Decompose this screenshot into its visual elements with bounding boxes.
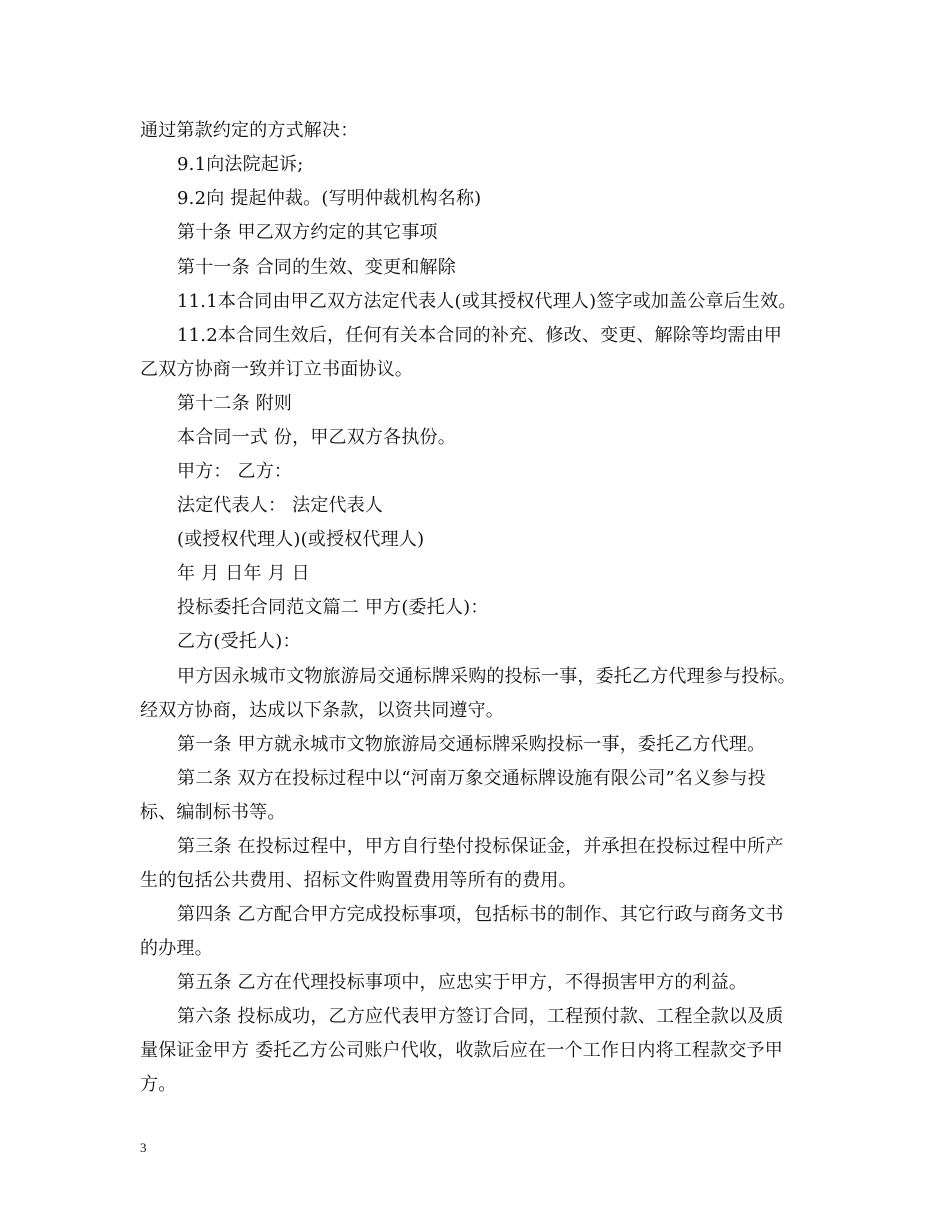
text-line: 第二条 双方在投标过程中以“河南万象交通标牌设施有限公司”名义参与投 (177, 768, 766, 789)
text-line: 第十二条 附则 (177, 393, 293, 414)
text-line: (或授权代理人)(或授权代理人) (177, 529, 425, 550)
text-line: 第四条 乙方配合甲方完成投标事项，包括标书的制作、其它行政与商务文书 (177, 904, 784, 925)
text-line: 甲方因永城市文物旅游局交通标牌采购的投标一事，委托乙方代理参与投标。 (177, 666, 796, 687)
text-line: 的办理。 (140, 938, 213, 959)
text-line: 第十条 甲乙双方约定的其它事项 (177, 222, 438, 243)
text-line: 乙双方协商一致并订立书面协议。 (140, 359, 413, 380)
text-line: 9.1向法院起诉; (177, 154, 304, 175)
text-line: 第三条 在投标过程中，甲方自行垫付投标保证金，并承担在投标过程中所产 (177, 836, 784, 857)
text-line: 第十一条 合同的生效、变更和解除 (177, 257, 456, 278)
text-line: 经双方协商，达成以下条款，以资共同遵守。 (140, 700, 504, 721)
text-line: 9.2向 提起仲裁。(写明仲裁机构名称) (177, 188, 482, 209)
text-line: 第一条 甲方就永城市文物旅游局交通标牌采购投标一事，委托乙方代理。 (177, 734, 766, 755)
text-line: 第六条 投标成功，乙方应代表甲方签订合同，工程预付款、工程全款以及质 (177, 1006, 784, 1027)
text-line: 生的包括公共费用、招标文件购置费用等所有的费用。 (140, 870, 577, 891)
text-line: 通过第款约定的方式解决： (140, 120, 359, 141)
text-line: 11.2本合同生效后，任何有关本合同的补充、修改、变更、解除等均需由甲 (177, 325, 783, 346)
text-line: 投标委托合同范文篇二 甲方(委托人)： (177, 597, 489, 618)
text-line: 乙方(受托人)： (177, 631, 301, 652)
text-line: 量保证金甲方 委托乙方公司账户代收，收款后应在一个工作日内将工程款交予甲 (140, 1040, 783, 1061)
text-line: 年 月 日年 月 日 (177, 563, 310, 584)
text-line: 法定代表人： 法定代表人 (177, 495, 384, 516)
text-line: 第五条 乙方在代理投标事项中，应忠实于甲方，不得损害甲方的利益。 (177, 972, 748, 993)
page-number: 3 (140, 1140, 147, 1155)
text-line: 方。 (140, 1074, 177, 1095)
text-line: 11.1本合同由甲乙双方法定代表人(或其授权代理人)签字或加盖公章后生效。 (177, 291, 797, 312)
text-line: 标、编制标书等。 (140, 802, 286, 823)
text-line: 本合同一式 份，甲乙双方各执份。 (177, 427, 456, 448)
text-line: 甲方： 乙方： (177, 461, 293, 482)
